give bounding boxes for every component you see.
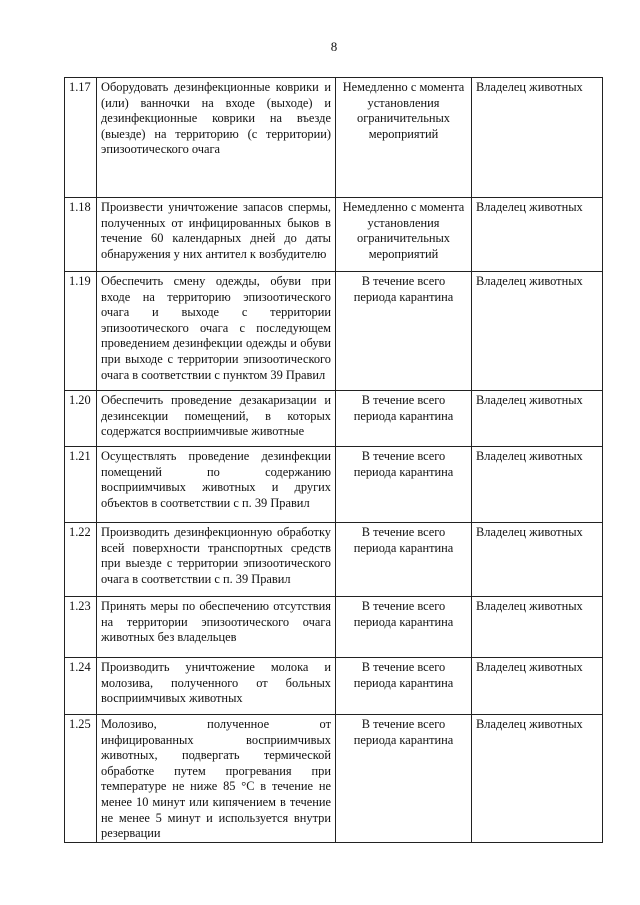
table-row [65,447,603,523]
row-number: 1.17 [65,78,97,198]
table-row [65,658,603,715]
row-action: Оборудовать дезинфекционные коврики и (или) ванночки на входе (выходе) и дезинфекционные коврики на въезде (выезде) на территорию (с территории) эпизоотического очага [97,78,336,198]
table-row [65,391,603,447]
row-action: Обеспечить смену одежды, обуви при входе на территорию эпизоотического очага и выходе с территории эпизоотического очага с последующем проведением дезинфекции одежды и обуви при выходе с территории эпизоотического очага в соответствии с пунктом 39 Правил [97,272,336,391]
row-responsible: Владелец животных [472,391,603,447]
row-responsible: Владелец животных [472,523,603,597]
row-term: В течение всего периода карантина [336,658,472,715]
row-number: 1.21 [65,447,97,523]
table-row [65,198,603,272]
row-number: 1.22 [65,523,97,597]
row-number: 1.25 [65,715,97,843]
row-number: 1.24 [65,658,97,715]
row-action: Производить уничтожение молока и молозива, полученного от больных восприимчивых животных [97,658,336,715]
row-responsible: Владелец животных [472,198,603,272]
row-action: Осуществлять проведение дезинфекции помещений по содержанию восприимчивых животных и других объектов в соответствии с п. 39 Правил [97,447,336,523]
row-term: Немедленно с момента установления ограничительных мероприятий [336,198,472,272]
row-responsible: Владелец животных [472,597,603,658]
row-number: 1.19 [65,272,97,391]
row-responsible: Владелец животных [472,272,603,391]
table-row [65,715,603,843]
table-row [65,272,603,391]
row-action: Молозиво, полученное от инфицированных восприимчивых животных, подвергать термической обработке путем прогревания при температуре не ниже 85 °С в течение не менее 10 минут или кипячением в течение не менее 5 минут и используется внутри резервации [97,715,336,843]
row-action: Принять меры по обеспечению отсутствия на территории эпизоотического очага животных без владельцев [97,597,336,658]
row-term: В течение всего периода карантина [336,391,472,447]
row-action: Произвести уничтожение запасов спермы, полученных от инфицированных быков в течение 60 календарных дней до даты обнаружения у них антител к возбудителю [97,198,336,272]
table-row [65,78,603,198]
measures-table [64,77,603,843]
table-row [65,597,603,658]
row-responsible: Владелец животных [472,658,603,715]
row-responsible: Владелец животных [472,447,603,523]
row-term: В течение всего периода карантина [336,715,472,843]
row-number: 1.20 [65,391,97,447]
table-row [65,523,603,597]
row-term: В течение всего периода карантина [336,447,472,523]
row-responsible: Владелец животных [472,78,603,198]
row-number: 1.18 [65,198,97,272]
row-term: В течение всего периода карантина [336,523,472,597]
row-action: Производить дезинфекционную обработку всей поверхности транспортных средств при выезде с территории эпизоотического очага в соответствии с п. 39 Правил [97,523,336,597]
row-term: Немедленно с момента установления ограничительных мероприятий [336,78,472,198]
row-action: Обеспечить проведение дезакаризации и дезинсекции помещений, в которых содержатся восприимчивые животные [97,391,336,447]
row-responsible: Владелец животных [472,715,603,843]
row-term: В течение всего периода карантина [336,272,472,391]
row-term: В течение всего периода карантина [336,597,472,658]
page-number: 8 [330,39,338,54]
row-number: 1.23 [65,597,97,658]
